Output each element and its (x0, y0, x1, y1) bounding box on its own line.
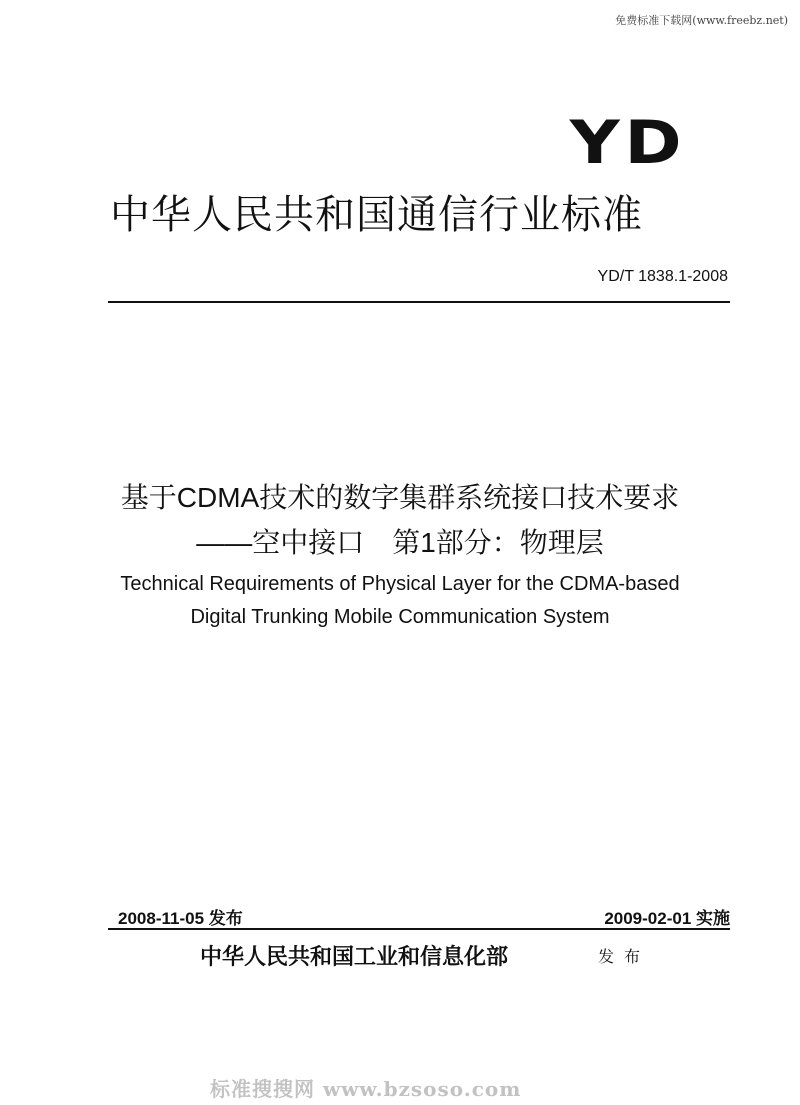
document-title-cn-line1: 基于CDMA技术的数字集群系统接口技术要求 (120, 482, 680, 513)
top-divider (108, 301, 730, 303)
standard-category-title: 中华人民共和国通信行业标准 (110, 192, 643, 238)
header-download-note: 免费标准下载网(www.freebz.net) (615, 14, 788, 27)
yd-logo: YD (569, 108, 686, 178)
publisher-name: 中华人民共和国工业和信息化部 (200, 944, 509, 970)
publisher-suffix: 发布 (598, 947, 651, 966)
bottom-divider (108, 928, 730, 930)
document-title-cn-line2: ——空中接口 第1部分：物理层 (196, 527, 604, 558)
document-title-en-line2: Digital Trunking Mobile Communication System (190, 606, 610, 628)
implementation-date: 2009-02-01 实施 (604, 909, 730, 928)
issue-date: 2008-11-05 发布 (118, 909, 243, 928)
document-title-en-line1: Technical Requirements of Physical Layer for the CDMA-based (120, 573, 680, 595)
standard-number: YD/T 1838.1-2008 (597, 268, 728, 285)
watermark: 标准搜搜网 www.bzsoso.com (210, 1077, 522, 1101)
